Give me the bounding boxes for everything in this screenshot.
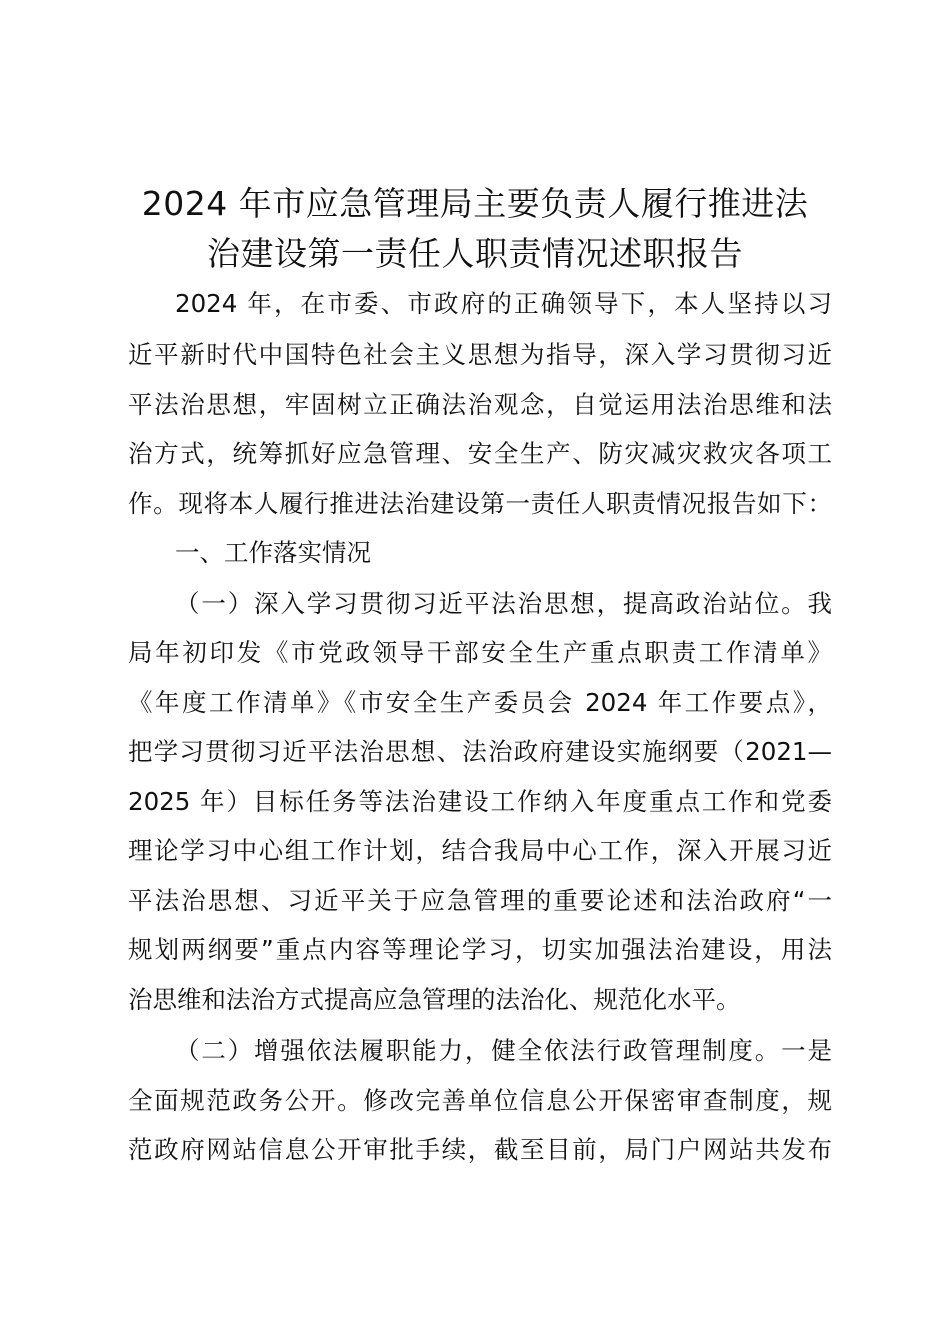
paragraph-line: 规划两纲要”重点内容等理论学习，切实加强法治建设，用法 <box>128 935 832 964</box>
paragraph-line: 治思维和法治方式提高应急管理的法治化、规范化水平。 <box>128 985 741 1014</box>
paragraph-line: 近平新时代中国特色社会主义思想为指导，深入学习贯彻习近 <box>128 340 832 369</box>
paragraph-line: 2024 年，在市委、市政府的正确领导下，本人坚持以习 <box>175 289 832 318</box>
paragraph-line: 平法治思想，牢固树立正确法治观念，自觉运用法治思维和法 <box>128 390 832 419</box>
paragraph-line: 作。现将本人履行推进法治建设第一责任人职责情况报告如下： <box>128 489 832 518</box>
paragraph-line: （一）深入学习贯彻习近平法治思想，提高政治站位。我 <box>175 589 832 618</box>
paragraph-line: 全面规范政务公开。修改完善单位信息公开保密审查制度，规 <box>128 1086 832 1115</box>
document-title-line-1: 2024 年市应急管理局主要负责人履行推进法 <box>141 184 809 223</box>
document-title-line-2: 治建设第一责任人职责情况述职报告 <box>207 234 743 273</box>
paragraph-line: 理论学习中心组工作计划，结合我局中心工作，深入开展习近 <box>128 836 832 865</box>
section-heading: 一、工作落实情况 <box>175 538 371 567</box>
paragraph-line: 局年初印发《市党政领导干部安全生产重点职责工作清单》 <box>128 638 832 667</box>
paragraph-line: 治方式，统筹抓好应急管理、安全生产、防灾减灾救灾各项工 <box>128 439 832 468</box>
paragraph-line: 2025 年）目标任务等法治建设工作纳入年度重点工作和党委 <box>128 787 832 816</box>
paragraph-line: 平法治思想、习近平关于应急管理的重要论述和法治政府“一 <box>128 886 832 915</box>
paragraph-line: 把学习贯彻习近平法治思想、法治政府建设实施纲要（2021— <box>128 737 832 766</box>
paragraph-line: 《年度工作清单》《市安全生产委员会 2024 年工作要点》， <box>128 688 832 717</box>
paragraph-line: 范政府网站信息公开审批手续，截至目前，局门户网站共发布 <box>128 1135 832 1164</box>
paragraph-line: （二）增强依法履职能力，健全依法行政管理制度。一是 <box>175 1036 832 1065</box>
